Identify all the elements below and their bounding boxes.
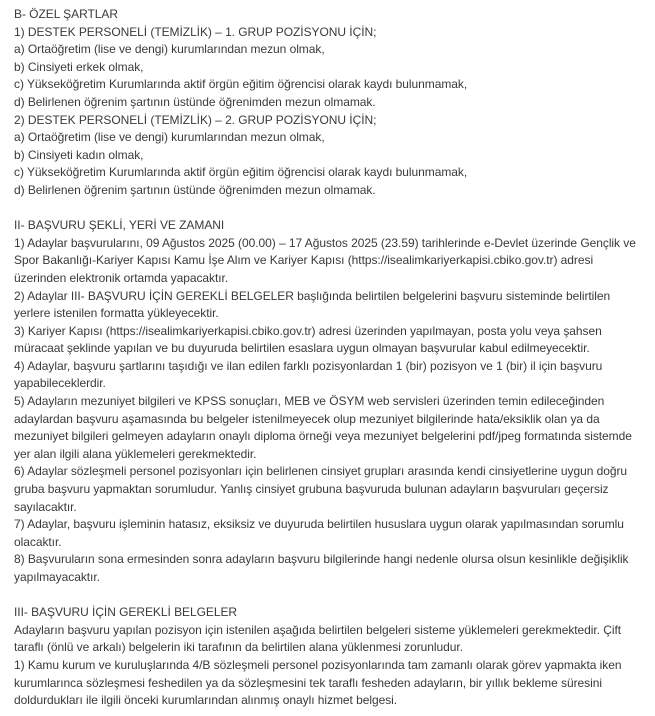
condition-item: b) Cinsiyeti kadın olmak, bbox=[14, 147, 144, 162]
special-conditions-section bbox=[14, 6, 644, 200]
section-heading: B- ÖZEL ŞARTLAR bbox=[14, 7, 118, 21]
application-rule: 2) Adaylar III- BAŞVURU İÇİN GEREKLİ BELGELER başlığında belirtilen belgelerini başvuru sisteminde belirtilen yerlere istenilen formatta yükleyecektir. bbox=[14, 288, 611, 321]
document-item: 1) Kamu kurum ve kuruluşlarında 4/B sözleşmeli personel pozisyonlarında tam zamanlı olarak görev yapmakta iken kurumlarınca sözleşmesi feshedilen ya da sözleşmesini tek taraflı fesheden adayların, bir yıllık bekleme süresini doldurdukları ile ilgili önceki kurumlarından alınmış onaylı hizmet belgesi. bbox=[14, 657, 622, 708]
application-rule: 1) Adaylar başvurularını, 09 Ağustos 2025 (00.00) – 17 Ağustos 2025 (23.59) tarihlerinde e-Devlet üzerinde Gençlik ve Spor Bakanlığı-Kariyer Kapısı Kamu İşe Alım ve Kariyer Kapısı (https://isealimkariyerkapisi.cbiko.gov.tr) adresi üzerinden elektronik ortamda yapacaktır. bbox=[14, 235, 636, 285]
application-method-section bbox=[14, 217, 644, 586]
section-heading: II- BAŞVURU ŞEKLİ, YERİ VE ZAMANI bbox=[14, 218, 225, 233]
application-rule: 6) Adaylar sözleşmeli personel pozisyonları için belirlenen cinsiyet grupları arasında kendi cinsiyetlerine uygun doğru gruba başvuru yapmaktan sorumludur. Yanlış cinsiyet grubuna başvuruda bulunan adayların başvuruları geçersiz sayılacaktır. bbox=[14, 464, 628, 514]
condition-item: d) Belirlenen öğrenim şartının üstünde öğrenimden mezun olmamak. bbox=[14, 94, 376, 109]
documents-intro: Adayların başvuru yapılan pozisyon için istenilen aşağıda belirtilen belgeleri sisteme yüklemeleri gerekmektedir. Çift taraflı (önlü ve arkalı) belgelerin iki tarafının da belirtilen alana yüklenmesi zorunludur. bbox=[14, 622, 622, 655]
section-spacer bbox=[14, 200, 644, 218]
required-documents-section bbox=[14, 604, 644, 710]
application-rule: 3) Kariyer Kapısı (https://isealimkariyerkapisi.cbiko.gov.tr) adresi üzerinden yapılmayan, posta yolu veya şahsen müracaat şeklinde yapılan ve bu duyuruda belirtilen esaslara uygun olmayan başvurular kabul edilmeyecektir. bbox=[14, 323, 602, 356]
application-rule: 5) Adayların mezuniyet bilgileri ve KPSS sonuçları, MEB ve ÖSYM web servisleri üzerinden temin edileceğinden adaylardan başvuru aşamasında bu belgeler istenilmeyecek olup mezuniyet bilgilerinde hata/eksiklik olan ya da mezuniyet bilgileri gelmeyen adayların onaylı diploma örneği veya mezuniyet belgelerini pdf/jpeg formatında sistemde yer alan ilgili alana yüklemeleri gerekmektedir. bbox=[14, 394, 632, 461]
application-rule: 7) Adaylar, başvuru işleminin hatasız, eksiksiz ve duyuruda belirtilen hususlara uygun olarak yapılmasından sorumlu olacaktır. bbox=[14, 517, 624, 549]
application-rule: 8) Başvuruların sona ermesinden sonra adayların başvuru bilgilerinde hangi nedenle olursa olsun kesinlikle değişiklik yapılmayacaktır. bbox=[14, 552, 629, 584]
section-heading: III- BAŞVURU İÇİN GEREKLİ BELGELER bbox=[14, 605, 238, 620]
condition-item: a) Ortaöğretim (lise ve dengi) kurumlarından mezun olmak, bbox=[14, 130, 325, 145]
condition-item: c) Yükseköğretim Kurumlarında aktif örgün eğitim öğrencisi olarak kaydı bulunmamak, bbox=[14, 165, 468, 180]
group-1-heading: 1) DESTEK PERSONELİ (TEMİZLİK) – 1. GRUP POZİSYONU İÇİN; bbox=[14, 24, 377, 39]
section-spacer bbox=[14, 587, 644, 605]
group-2-heading: 2) DESTEK PERSONELİ (TEMİZLİK) – 2. GRUP POZİSYONU İÇİN; bbox=[14, 112, 377, 127]
condition-item: c) Yükseköğretim Kurumlarında aktif örgün eğitim öğrencisi olarak kaydı bulunmamak, bbox=[14, 77, 468, 92]
application-rule: 4) Adaylar, başvuru şartlarını taşıdığı ve ilan edilen farklı pozisyonlardan 1 (bir) pozisyon ve 1 (bir) il için başvuru yapabileceklerdir. bbox=[14, 358, 603, 391]
condition-item: a) Ortaöğretim (lise ve dengi) kurumlarından mezun olmak, bbox=[14, 42, 325, 57]
announcement-document bbox=[14, 6, 644, 710]
condition-item: d) Belirlenen öğrenim şartının üstünde öğrenimden mezun olmamak. bbox=[14, 182, 376, 197]
condition-item: b) Cinsiyeti erkek olmak, bbox=[14, 59, 144, 74]
